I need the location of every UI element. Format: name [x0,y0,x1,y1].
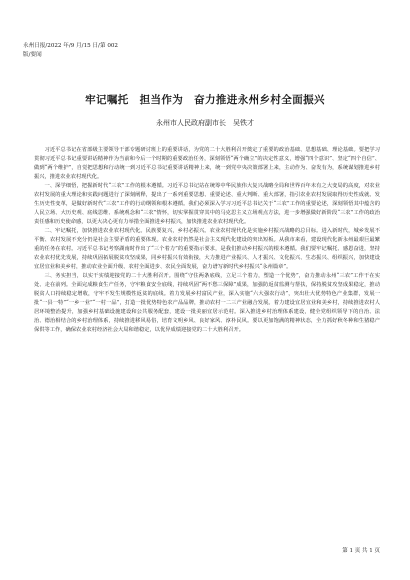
article-title: 牢记嘱托 担当作为 奋力推进永州乡村全面振兴 [85,94,325,106]
section-line: 版/要闻 [23,51,42,58]
article-body [34,146,380,335]
paragraph-intro: 习近平总书记在省部级主要领导干部专题研讨班上的重要讲话，为党的二十大胜利召开奠定了重要的政治基础、思想基础、理论基础。要把学习贯彻习近平总书记重要讲话精神作为当前和今后一个时期的重要政治任务，深刻领悟“两个确立”的决定性意义，增强“四个意识”、坚定“四个自信”、做到“两个维护”，自觉把思想和行动统一到习近平总书记重要讲话精神上来，统一到党中央决策部署上来，主动作为、奋发有为，系统谋划推进乡村振兴，推进农业农村现代化。 [34,147,380,180]
paragraph-section-1: 一、深学细悟，把握新时代“三农”工作的根本遵循。习近平总书记站在统筹中华民族伟大复兴战略全局和世界百年未有之大变局的高度，对农业农村发展的重大理论和实践问题进行了深刻阐释，提出了一系列重要思想、重要论述、重大判断、重大部署，指引农业农村发展取得历史性成就、发生历史性变革，是做好新时代“三农”工作的行动纲领和根本遵循。我们必须深入学习习近平总书记关于“三农”工作的重要论述，深刻领悟其中蕴含的人民立场、大历史观、底线思维、系统观念和“三农”情怀，切实掌握贯穿其中的马克思主义立场观点方法，进一步增强做好新阶段“三农”工作的政治责任感和历史使命感，以更大决心更有力举措全面推进乡村振兴，加快推进农业农村现代化。 [34,183,380,225]
source-meta [23,42,118,59]
paragraph-section-3: 三、务实担当，以实干实绩迎接党的二十大胜利召开。围绕“守住两条底线，立足三个着力，塑造一个优势”，奋力推动永州“三农”工作干在实处、走在前列。全面完成粮食生产任务，守牢粮食安全底线，持续巩固“两不愁三保障”成果，加强防返贫监测与帮扶，保持脱贫攻坚成果稳定，推动脱贫人口持续稳定增收，守牢不发生规模性返贫的底线。着力发展乡村富民产业，深入实施“六大强农行动”，突出壮大优势特色产业集群，发展一批“一县一特”“一乡一业”“一村一品”，打造一批优势特色农产品品牌，推动农村一二三产业融合发展。着力建设宜居宜业和美乡村，持续推进农村人居环境整治提升，加强乡村基础设施建设和公共服务配套，建设一批美丽宜居示范村。深入推进乡村治理体系建设，健全党组织领导下的自治、法治、德治相结合的乡村治理体系，持续推进移风易俗，培育文明乡风、良好家风、淳朴民风。要以更加饱满的精神状态，全力抓好秋冬种和生猪稳产保供等工作，确保农业农村经济社会大局和谐稳定，以优异成绩迎接党的二十大胜利召开。 [34,273,380,333]
page-number: 第 1 页 共 1 页 [342,548,380,554]
paragraph-section-2: 二、牢记嘱托，加快推进农业农村现代化。民族要复兴，乡村必振兴。农业农村现代化是实施乡村振兴战略的总目标。进入新时代，城乡发展不平衡、农村发展不充分仍是社会主要矛盾的重要体现。农业农村仍然是社会主义现代化建设的突出短板。从我市来看，建设现代化新永州最艰巨最繁重的任务在农村。习近平总书记考察湖南时作出了“三个着力”的重要指示要求，是我们推动乡村振兴的根本遵循。我们要牢记嘱托、感恩奋进，坚持农业农村优先发展，持续巩固拓展脱贫攻坚成果，同乡村振兴有效衔接，大力推进产业振兴、人才振兴、文化振兴、生态振兴、组织振兴，加快建设宜居宜业和美乡村，推动农业全面升级、农村全面进步、农民全面发展，奋力谱写新时代乡村振兴“永州篇章”。 [34,228,380,270]
source-line: 永州日报/2022 年/9 月/15 日/第 002 [23,43,118,49]
article-author: 永州市人民政府副市长 吴铁才 [156,119,254,127]
